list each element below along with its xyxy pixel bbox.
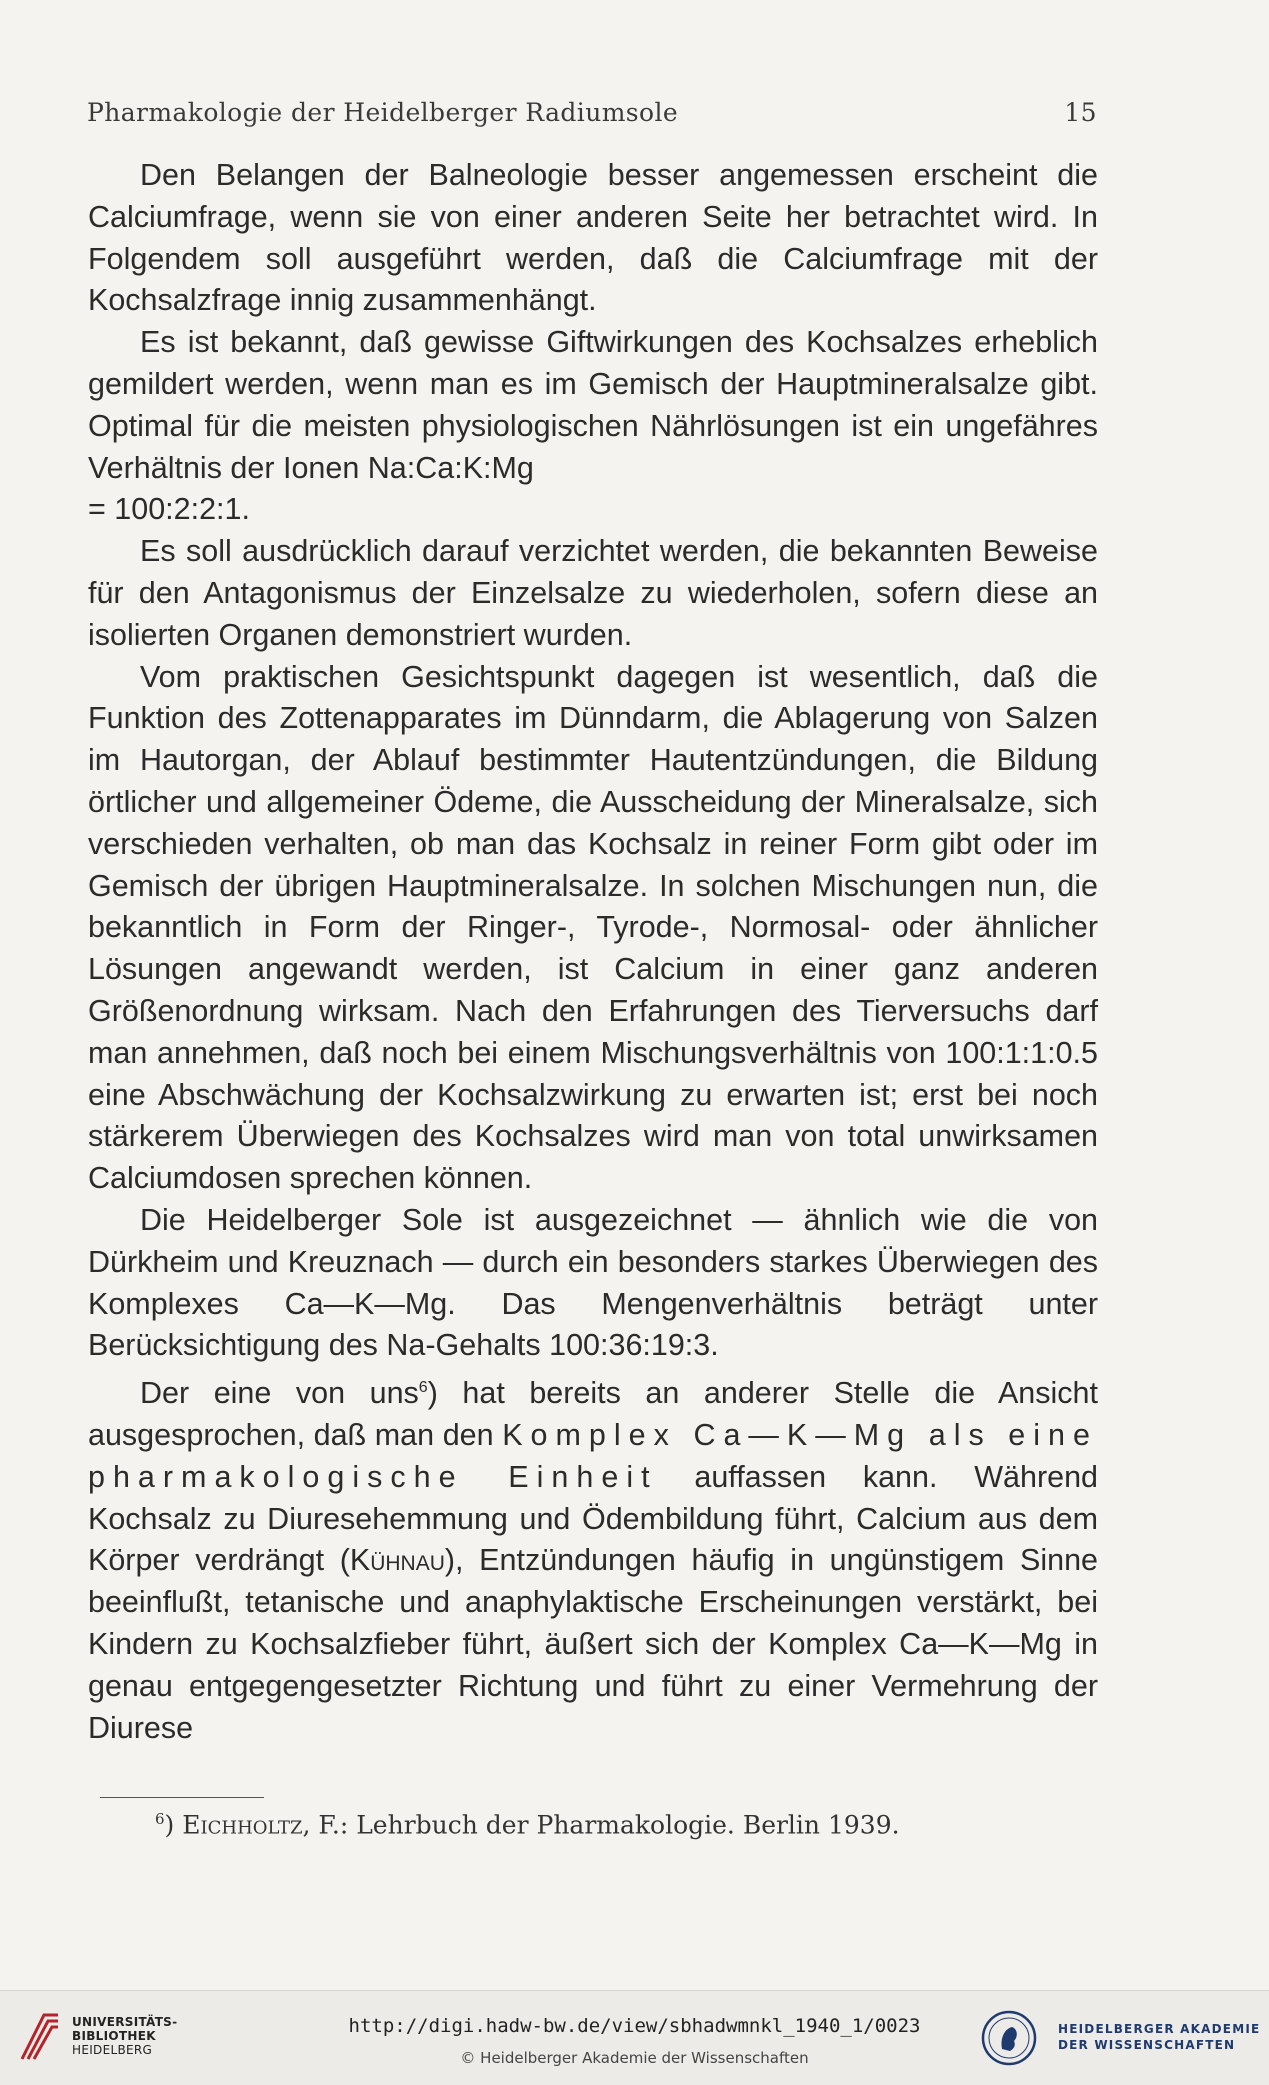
emphasized-text: Komplex Ca—K—Mg als eine pharmakologische Einheit <box>88 1418 1098 1494</box>
footnote-reference[interactable]: 6 <box>418 1379 428 1397</box>
footnote-author: Eichholtz, F. <box>182 1810 340 1840</box>
paragraph: Es ist bekannt, daß gewisse Giftwirkungen des Kochsalzes erheblich gemildert werden, wenn man es im Gemisch der Hauptmineralsalze gibt. Optimal für die meisten physiologischen Nährlösungen ist ein ungefähres Verhältnis der Ionen Na:Ca:K:Mg <box>88 325 1098 485</box>
footer-bar <box>0 1990 1269 2085</box>
library-name-line: BIBLIOTHEK <box>72 2029 156 2043</box>
paragraph: Den Belangen der Balneologie besser angemessen erscheint die Calciumfrage, wenn sie von einer anderen Seite her betrachtet wird. In Folgendem soll ausgeführt werden, daß die Calciumfrage mit der Kochsalzfrage innig zusammenhängt. <box>88 158 1098 318</box>
text-run: Der eine von uns <box>140 1376 419 1411</box>
body-text <box>88 155 1098 1749</box>
academy-seal-icon <box>980 2009 1038 2067</box>
academy-name-line: HEIDELBERGER AKADEMIE <box>1058 2022 1261 2036</box>
paragraph: Die Heidelberger Sole ist ausgezeichnet — ähnlich wie die von Dürkheim und Kreuznach — durch ein besonders starkes Überwiegen des Komplexes Ca—K—Mg. Das Mengenverhältnis beträgt unter Berücksichtigung des Na-Gehalts 100:36:19:3. <box>88 1202 1098 1363</box>
academy-name-line: DER WISSENSCHAFTEN <box>1058 2038 1236 2052</box>
footnote-marker: 6 <box>155 1810 165 1828</box>
paragraph: Vom praktischen Gesichtspunkt dagegen ist wesentlich, daß die Funktion des Zottenapparates im Dünndarm, die Ablagerung von Salzen im Hautorgan, der Ablauf bestimmter Hautentzündungen, die Bildung örtlicher und allgemeiner Ödeme, die Ausscheidung der Mineralsalze, sich verschieden verhalten, ob man das Kochsalz in reiner Form gibt oder im Gemisch der übrigen Hauptmineralsalze. In solchen Mischungen nun, die bekanntlich in Form der Ringer-, Tyrode-, Normosal- oder ähnlicher Lösungen angewandt werden, ist Calcium in einer ganz anderen Größenordnung wirksam. Nach den Erfahrungen des Tierversuchs darf man annehmen, daß noch bei einem Mischungsverhältnis von 100:1:1:0.5 eine Abschwächung der Kochsalzwirkung zu erwarten ist; erst bei noch stärkerem Überwiegen des Kochsalzes wird man von total unwirksamen Calciumdosen sprechen können. <box>88 659 1098 1196</box>
ratio-line: = 100:2:2:1. <box>88 492 250 527</box>
footnote-text: : Lehrbuch der Pharmakologie. Berlin 1939. <box>339 1810 900 1840</box>
text-run: ) hat bereits an anderer Stelle die Ansicht ausgesprochen, daß man den <box>88 1376 1098 1453</box>
paragraph: Es soll ausdrücklich darauf verzichtet werden, die bekannten Beweise für den Antagonismus der Einzelsalze zu wiederholen, sofern diese an isolierten Organen demonstriert wurden. <box>88 534 1098 652</box>
academy-name <box>1058 2021 1260 2053</box>
page-number: 15 <box>1064 98 1097 127</box>
text-run: ), Entzündungen häufig in ungünstigem Sinne beeinflußt, tetanische und anaphylaktische Erscheinungen verstärkt, bei Kindern zu Kochsalzfieber führt, äußert sich der Komplex Ca—K—Mg in genau entgegengesetzter Richtung und führt zu einer Vermehrung der Diurese <box>88 1543 1098 1745</box>
paragraph <box>88 1367 1098 1749</box>
copyright-notice: © Heidelberger Akademie der Wissenschaften <box>460 2049 809 2067</box>
library-name-line: HEIDELBERG <box>72 2043 153 2057</box>
permalink-url[interactable]: http://digi.hadw-bw.de/view/sbhadwmnkl_1940_1/0023 <box>348 2015 921 2037</box>
footnote-rule <box>100 1797 264 1798</box>
text-run: auffassen kann. Während Kochsalz zu Diuresehemmung und Ödembildung führt, Calcium aus dem Körper verdrängt ( <box>88 1459 1098 1578</box>
author-name: Kühnau <box>349 1543 445 1578</box>
library-name-line: UNIVERSITÄTS- <box>72 2015 178 2029</box>
footnote: $^6$) Eichholtz, F.: Lehrbuch der Pharmakologie. Berlin 1939. <box>155 1810 900 1840</box>
running-head-title: Pharmakologie der Heidelberger Radiumsole <box>87 98 679 127</box>
